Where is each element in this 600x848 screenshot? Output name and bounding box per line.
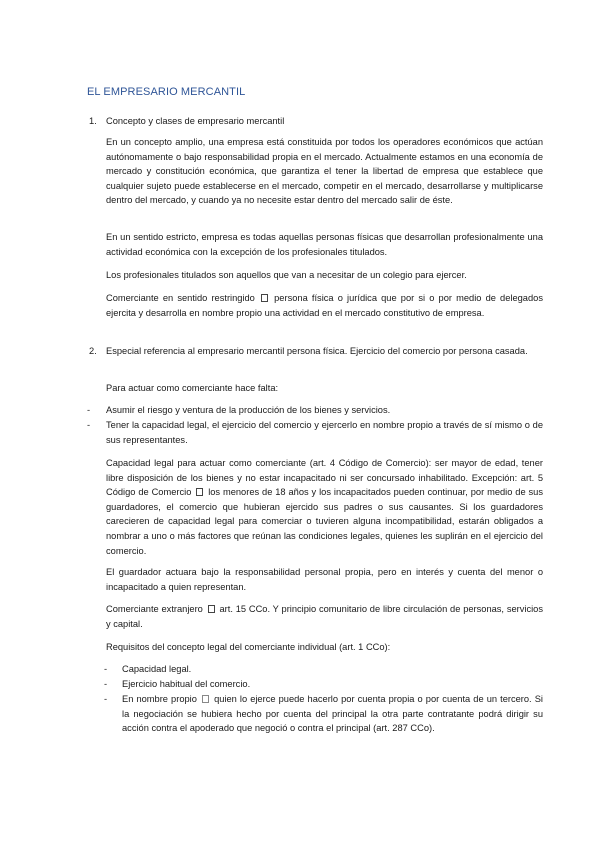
paragraph (106, 602, 543, 631)
dash-bullet: - (104, 694, 108, 704)
dash-bullet: - (104, 679, 108, 689)
text-segment: Comerciante extranjero (106, 604, 203, 614)
section-2-heading (89, 344, 549, 374)
paragraph (106, 456, 543, 558)
paragraph: El guardador actuara bajo la responsabilidad personal propia, pero en interés y cuenta del menor o incapacitado a quien representan. (106, 567, 543, 592)
arrow-symbol-icon (196, 488, 203, 496)
list-item-text (122, 692, 543, 736)
section-number: 2. (89, 346, 97, 356)
text-segment: persona física o jurídica que por si o por medio de delegados ejercita y desarrolla en nombre propio una actividad en el mercado constitutivo de empresa. (106, 293, 543, 318)
text-segment: art. 15 CCo. Y principio comunitario de libre circulación de personas, servicios y capital. (106, 604, 543, 629)
paragraph: Los profesionales titulados son aquellos que van a necesitar de un colegio para ejercer. (106, 270, 467, 280)
section-1-heading (89, 114, 549, 130)
section-title: Especial referencia al empresario mercantil persona física. Ejercicio del comercio por persona casada. (106, 346, 528, 356)
paragraph: Requisitos del concepto legal del comerciante individual (art. 1 CCo): (106, 642, 391, 652)
arrow-symbol-icon (202, 695, 209, 703)
text-segment: los menores de 18 años y los incapacitados pueden continuar, por medio de sus guardadores, el comercio que hubieran ejercido sus padres o sus causantes. Si los guardadores carecieren de capacidad legal para comerciar o tuvieren alguna incompatibilidad, estarán obligados a nombrar a uno o más factores que reúnan las condiciones legales, quienes les suplirán en el ejercicio del comercio. (106, 487, 543, 556)
paragraph: En un concepto amplio, una empresa está constituida por todos los operadores económicos que actúan autónomamente o bajo responsabilidad propia en el mercado. Actualmente estamos en una economía de mercado y constitución económica, que garantiza el tener la libertad de empresa que establece que cualquier sujeto puede establecerse en el mercado, competir en el mercado, desarrollarse y multiplicarse dentro del mercado, y cuando ya no necesite estar dentro del mercado salir de éste. (106, 137, 543, 206)
paragraph (106, 291, 543, 320)
text-segment: quien lo ejerce puede hacerlo por cuenta propia o por cuenta de un tercero. Si la negociación se hubiera hecho por cuenta del principal la otra parte contratante podrá dirigir su acción contra el apoderado que negoció o contra el principal (art. 287 CCo). (122, 694, 543, 734)
list-item-text: Asumir el riesgo y ventura de la producción de los bienes y servicios. (106, 405, 391, 415)
dash-bullet: - (87, 420, 91, 430)
dash-bullet: - (104, 664, 108, 674)
section-number: 1. (89, 116, 97, 126)
paragraph: Para actuar como comerciante hace falta: (106, 383, 279, 393)
list-item-text: Ejercicio habitual del comercio. (122, 679, 251, 689)
text-segment: En nombre propio (122, 694, 197, 704)
section-title: Concepto y clases de empresario mercantil (106, 116, 285, 126)
list-item-text: Tener la capacidad legal, el ejercicio del comercio y ejercerlo en nombre propio a través de sí mismo o de sus representantes. (106, 420, 543, 445)
text-segment: Capacidad legal para actuar como comerciante (art. 4 Código de Comercio): ser mayor de edad, tener libre disposición de los bienes y no estar incapacitado ni ser concursado inhabilitado. Excepción: art. 5 Código de Comercio (106, 458, 543, 498)
dash-bullet: - (87, 405, 91, 415)
page-title: EL EMPRESARIO MERCANTIL (87, 86, 246, 98)
paragraph: En un sentido estricto, empresa es todas aquellas personas físicas que desarrollan profesionalmente una actividad económica con la excepción de los profesionales titulados. (106, 232, 543, 257)
arrow-symbol-icon (208, 605, 215, 613)
list-item-text: Capacidad legal. (122, 664, 192, 674)
text-segment: Comerciante en sentido restringido (106, 293, 255, 303)
arrow-symbol-icon (261, 294, 268, 302)
